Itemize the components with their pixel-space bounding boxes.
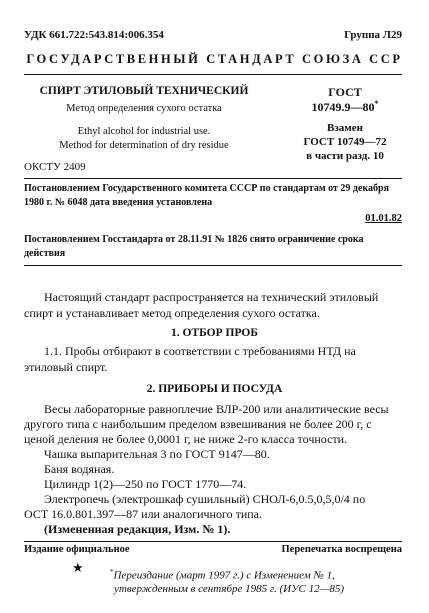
section2-p2: Чашка выпарительная 3 по ГОСТ 9147—80.: [44, 447, 270, 461]
decree-line3: Постановлением Госстандарта от 28.11.91 № 1826 снято ограничение срока: [24, 234, 364, 245]
reprint-prohibited: Перепечатка воспрещена: [281, 544, 402, 555]
title-en-line2: Method for determination of dry residue: [59, 140, 229, 151]
official-edition: Издание официальное: [24, 544, 130, 555]
reissue-note-line1: *Переиздание (март 1997 г.) с Изменением № 1,: [110, 568, 335, 582]
section2-p1-line1: Весы лабораторные равноплечие ВЛР-200 или аналитические весы: [44, 402, 389, 416]
banner-rule: [24, 74, 402, 75]
section2-p3: Баня водяная.: [44, 462, 115, 476]
section2-p4: Цилиндр 1(2)—250 по ГОСТ 1770—74.: [44, 477, 247, 491]
decree-line2: 1980 г. № 6048 дата введения установлена: [24, 197, 213, 208]
footer-rule: [24, 541, 402, 542]
group-code: Группа Л29: [344, 29, 402, 41]
title-ru: СПИРТ ЭТИЛОВЫЙ ТЕХНИЧЕСКИЙ: [39, 85, 249, 97]
section2-amendment: (Измененная редакция, Изм. № 1).: [44, 522, 231, 536]
title-en-line1: Ethyl alcohol for industrial use.: [77, 126, 211, 137]
intro-line1: Настоящий стандарт распространяется на технический этиловый: [44, 290, 379, 304]
section1-heading: 1. ОТБОР ПРОБ: [171, 327, 258, 339]
reissue-note-line2: утвержденным в сентябре 1985 г. (ИУС 12—85): [114, 583, 345, 595]
subtitle-ru: Метод определения сухого остатка: [66, 103, 222, 114]
intro-line2: спирт и устанавливает метод определения сухого остатка.: [24, 306, 320, 320]
section2-p1-line2: другого типа с наибольшим пределом взвешивания не более 200 г, с: [24, 417, 372, 431]
udk-code: УДК 661.722:543.814:006.354: [24, 29, 164, 41]
gost-number: [290, 99, 400, 115]
title-rule: [24, 178, 402, 179]
decree-rule: [24, 265, 402, 266]
star-icon: ★: [72, 560, 84, 575]
replaced-gost: ГОСТ 10749—72: [303, 136, 387, 148]
decree-line1: Постановлением Государственного комитета СССР по стандартам от 29 декабря: [24, 183, 389, 194]
decree-line4: действия: [24, 248, 66, 259]
okstu-code: ОКСТУ 2409: [24, 161, 86, 173]
gost-number-text: 10749.9—80: [311, 100, 375, 114]
gost-number-star: *: [374, 99, 379, 108]
reissue-note-line1-text: Переиздание (март 1997 г.) с Изменением № 1,: [113, 569, 335, 582]
gost-label: ГОСТ: [328, 85, 362, 99]
introduction-date: 01.01.82: [365, 213, 402, 224]
standard-banner: ГОСУДАРСТВЕННЫЙ СТАНДАРТ СОЮЗА ССР: [26, 52, 403, 66]
section1-p1-line2: этиловый спирт.: [24, 360, 108, 374]
section2-heading: 2. ПРИБОРЫ И ПОСУДА: [146, 383, 283, 395]
section2-p1-line3: ценой деления не более 0,0001 г, не ниже 2-го класса точности.: [24, 432, 348, 446]
section1-p1-line1: 1.1. Пробы отбирают в соответствии с требованиями НТД на: [44, 344, 356, 358]
replaced-part: в части разд. 10: [306, 150, 384, 162]
section2-p5-line1: Электропечь (электрошкаф сушильный) СНОЛ-6,0.5,0,5,0/4 по: [44, 492, 366, 506]
replaced-label: Взамен: [327, 122, 363, 134]
section2-p5-line2: ОСТ 16.0.801.397—87 или аналогичного типа.: [24, 507, 262, 521]
